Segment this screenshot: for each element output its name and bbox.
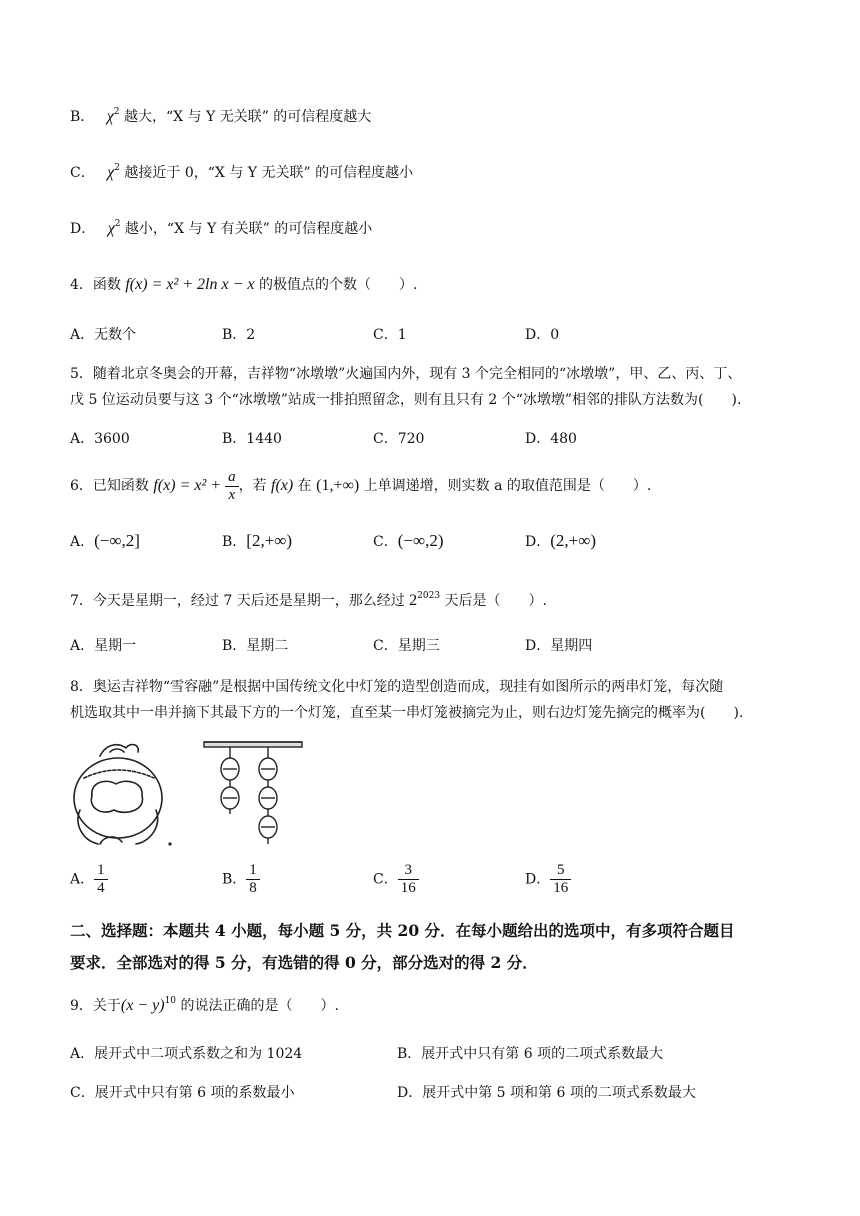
q7-option-b: B．星期二 bbox=[222, 638, 289, 654]
q7-option-d: D．星期四 bbox=[525, 638, 593, 654]
q8-option-b: B． $\frac{1}{8}$ bbox=[222, 862, 260, 897]
q8-option-a: A． $\frac{1}{4}$ bbox=[70, 862, 108, 897]
q5-stem-line1: 5．随着北京冬奥会的开幕，吉祥物“冰墩墩”火遍国内外，现有 3 个完全相同的“冰墩墩”，甲、乙、丙、丁、 bbox=[70, 366, 742, 382]
section-2-heading: 二、选择题：本题共 4 小题，每小题 5 分，共 20 分．在每小题给出的选项中，有多项符合题目 要求．全部选对的得 5 分，有选错的得 0 分，部分选对的得 2 分． bbox=[70, 921, 735, 972]
q3-option-d: D． $\chi^2$ 越小，“X 与 Y 有关联” 的可信程度越小 bbox=[70, 219, 373, 237]
q6-option-d: D．(2,+∞) bbox=[525, 531, 597, 550]
q8-option-d: D． $\frac{5}{16}$ bbox=[525, 862, 571, 897]
lantern-strings bbox=[204, 742, 302, 844]
q4-option-a: A．无数个 bbox=[70, 327, 137, 343]
q4-option-b: B．2 bbox=[222, 327, 256, 343]
q3-option-b: B． $\chi^2$ 越大，“X 与 Y 无关联” 的可信程度越大 bbox=[70, 107, 372, 125]
q7-option-c: C．星期三 bbox=[373, 638, 440, 654]
q9-option-c: C．展开式中只有第 6 项的系数最小 bbox=[70, 1085, 295, 1101]
q9-option-d: D．展开式中第 5 项和第 6 项的二项式系数最大 bbox=[397, 1085, 696, 1101]
q7-option-a: A．星期一 bbox=[70, 638, 137, 654]
q8-stem-line1: 8．奥运吉祥物“雪容融”是根据中国传统文化中灯笼的造型创造而成，现挂有如图所示的两串灯笼，每次随 bbox=[70, 679, 724, 695]
q6-option-c: C．(−∞,2) bbox=[373, 531, 444, 550]
q3-option-c: C． $\chi^2$ 越接近于 0，“X 与 Y 无关联” 的可信程度越小 bbox=[70, 163, 414, 181]
q8-stem-line2: 机选取其中一串并摘下其最下方的一个灯笼，直至某一串灯笼被摘完为止，则右边灯笼先摘完的概率为( ). bbox=[70, 705, 744, 721]
q5-option-a: A．3600 bbox=[70, 431, 130, 447]
q5-option-c: C．720 bbox=[373, 431, 425, 447]
q9-stem: 9．关于$(x - y)^{10}$ 的说法正确的是（ ）. bbox=[70, 996, 339, 1014]
q6-option-a: A．(−∞,2] bbox=[70, 531, 140, 550]
q7-stem: 7．今天是星期一，经过 7 天后还是星期一，那么经过 $2^{2023}$ 天后是（ ）. bbox=[70, 591, 547, 609]
q4-option-c: C．1 bbox=[373, 327, 407, 343]
q4-option-d: D．0 bbox=[525, 327, 560, 343]
q6-option-b: B．[2,+∞) bbox=[222, 531, 293, 550]
q6-fraction: $\frac{a}{x}$ bbox=[225, 469, 239, 504]
mascot-illustration bbox=[74, 745, 171, 845]
q6-stem: 6．已知函数 f(x) = x² + $\frac{a}{x}$ ，若 f(x) 在 (1,+∞) 上单调递增，则实数 a 的取值范围是（ ）. bbox=[70, 468, 652, 503]
q5-option-b: B．1440 bbox=[222, 431, 282, 447]
q9-option-b: B．展开式中只有第 6 项的二项式系数最大 bbox=[397, 1046, 664, 1062]
q8-figure bbox=[70, 738, 320, 850]
q9-option-a: A．展开式中二项式系数之和为 1024 bbox=[70, 1046, 303, 1062]
q5-option-d: D．480 bbox=[525, 431, 577, 447]
q4-stem: 4．函数 f(x) = x² + 2ln x − x 的极值点的个数（ ）. bbox=[70, 276, 418, 293]
q4-formula: f(x) = x² + 2ln x − x bbox=[125, 276, 255, 293]
q5-stem-line2: 戊 5 位运动员要与这 3 个“冰墩墩”站成一排拍照留念，则有且只有 2 个“冰墩墩”相邻的排队方法数为( ). bbox=[70, 392, 742, 408]
q8-option-c: C． $\frac{3}{16}$ bbox=[373, 862, 419, 897]
